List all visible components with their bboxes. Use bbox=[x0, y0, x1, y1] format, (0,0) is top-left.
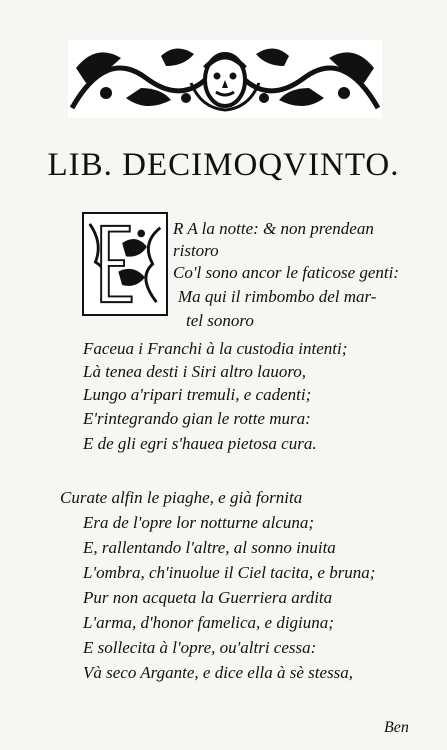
verse-line: L'ombra, ch'inuolue il Ciel tacita, e bruna; bbox=[83, 563, 376, 582]
ornamental-initial-e-icon bbox=[82, 212, 168, 316]
verse-line: Era de l'opre lor notturne alcuna; bbox=[83, 513, 315, 532]
verse-line: tel sonoro bbox=[186, 311, 254, 330]
floral-headpiece-with-mask-icon bbox=[66, 38, 384, 120]
verse-line: E'rintegrando gian le rotte mura: bbox=[83, 409, 311, 428]
verse-line: Pur non acqueta la Guerriera ardita bbox=[83, 588, 333, 607]
verse-line: Faceua i Franchi à la custodia intenti; bbox=[83, 339, 348, 358]
verse-line: E sollecita à l'opre, ou'altri cessa: bbox=[83, 638, 317, 657]
verse-line: Và seco Argante, e dice ella à sè stessa, bbox=[83, 663, 354, 682]
verse-line: E, rallentando l'altre, al sonno inuita bbox=[83, 538, 336, 557]
verse-line: ristoro bbox=[173, 241, 219, 260]
verse-line: L'arma, d'honor famelica, e digiuna; bbox=[83, 613, 334, 632]
book-title: LIB. DECIMOQVINTO. bbox=[47, 147, 400, 183]
verse-line: E de gli egri s'hauea pietosa cura. bbox=[83, 434, 317, 453]
verse-line: Curate alfin le piaghe, e già fornita bbox=[60, 488, 303, 507]
catchword: Ben bbox=[384, 719, 409, 736]
verse-line: Lungo a'ripari tremuli, e cadenti; bbox=[83, 385, 312, 404]
verse-line: Co'l sono ancor le faticose genti: bbox=[173, 263, 400, 282]
verse-line: Là tenea desti i Siri altro lauoro, bbox=[83, 362, 307, 381]
verse-line: R A la notte: & non prendean bbox=[173, 219, 374, 238]
verse-line: Ma qui il rimbombo del mar- bbox=[178, 287, 377, 306]
